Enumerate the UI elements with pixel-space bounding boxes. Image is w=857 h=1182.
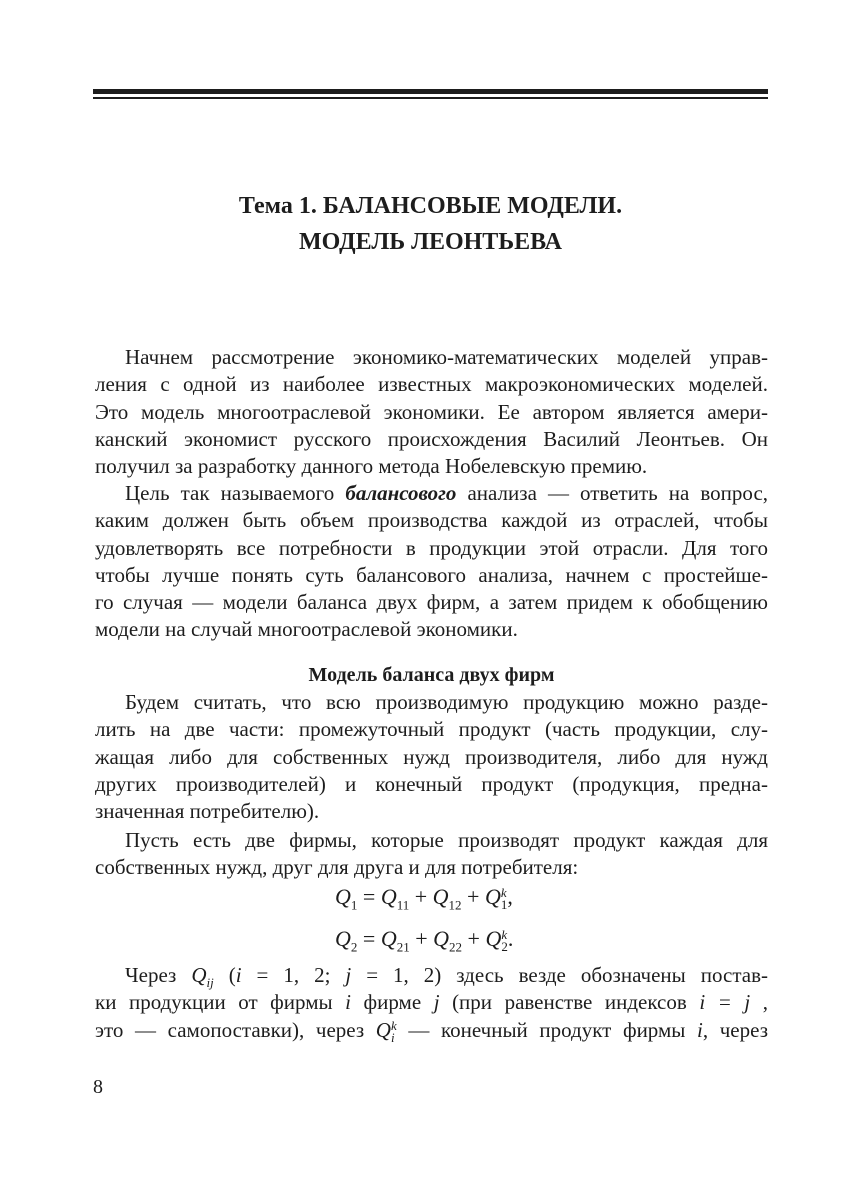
page-number: 8: [93, 1076, 103, 1098]
text-line: получил за разработку данного метода Нобелевскую премию.: [95, 454, 648, 479]
paragraph-3: [95, 689, 768, 825]
text-line: других производителей) и конечный продукт (продукция, предна-: [95, 771, 768, 796]
title-line-1: Тема 1. БАЛАНСОВЫЕ МОДЕЛИ.: [238, 193, 623, 219]
chapter-title: [93, 188, 768, 260]
text-line: [95, 480, 768, 507]
script-stack: k 1: [500, 884, 508, 912]
section-heading: Модель баланса двух фирм: [308, 664, 555, 686]
text: Цель так называемого: [125, 481, 346, 505]
paragraph-5: [95, 962, 768, 1044]
paragraph-4: [95, 827, 768, 882]
text-line: каким должен быть объем производства каждой из отраслей, чтобы: [95, 508, 768, 533]
text-line: модели на случай многоотраслевой экономики.: [95, 617, 518, 642]
text-line: Пусть есть две фирмы, которые производят продукт каждая для: [125, 828, 768, 852]
section-heading-block: [95, 662, 768, 689]
formula-1: $Q_1 = Q_{11} + Q_{12} + Q$ k 1 ,: [335, 884, 513, 913]
text-line: собственных нужд, друг для друга и для потребителя:: [95, 855, 579, 880]
text-line: это — самопоставки), через Q k i — конечный продукт фирмы i, через: [95, 1017, 768, 1045]
script-stack: k 2: [501, 926, 508, 954]
text: анализа — ответить на вопрос,: [456, 481, 769, 505]
text-line: Через $Q_{ij}$ (i = 1, 2; j = 1, 2) здесь везде обозначены постав-: [125, 963, 769, 991]
text-line: удовлетворять все потребности в продукции этой отрасли. Для того: [95, 535, 768, 560]
text-line: значенная потребителю).: [95, 799, 320, 824]
text-line: го случая — модели баланса двух фирм, а затем придем к обобщению: [95, 590, 768, 615]
paragraph-1: [95, 344, 768, 480]
text-line: жащая либо для собственных нужд производителя, либо для нужд: [95, 744, 768, 769]
header-rule-thick: [93, 89, 768, 94]
text-line: канский экономист русского происхождения Василий Леонтьев. Он: [95, 426, 768, 451]
text-line: лить на две части: промежуточный продукт (часть продукции, слу-: [95, 717, 768, 742]
emphasis-term: балансового: [345, 481, 457, 505]
text-line: чтобы лучше понять суть балансового анализа, начнем с простейше-: [95, 562, 768, 587]
title-line-2: МОДЕЛЬ ЛЕОНТЬЕВА: [298, 229, 562, 255]
text-line: ки продукции от фирмы i фирме j (при равенстве индексов i = j ,: [95, 990, 768, 1015]
text-line: Будем считать, что всю производимую продукцию можно разде-: [125, 690, 768, 714]
text-line: Начнем рассмотрение экономико-математических моделей управ-: [125, 345, 768, 369]
header-rule-thin: [93, 97, 768, 99]
text-line: Это модель многоотраслевой экономики. Ее автором является амери-: [95, 399, 768, 424]
formula-2: $Q_2 = Q_{21} + Q_{22} + Q$ k 2 .: [335, 926, 514, 955]
script-stack: k i: [390, 1017, 397, 1045]
text-line: ления с одной из наиболее известных макроэкономических моделей.: [95, 372, 768, 397]
paragraph-2: [95, 480, 768, 644]
